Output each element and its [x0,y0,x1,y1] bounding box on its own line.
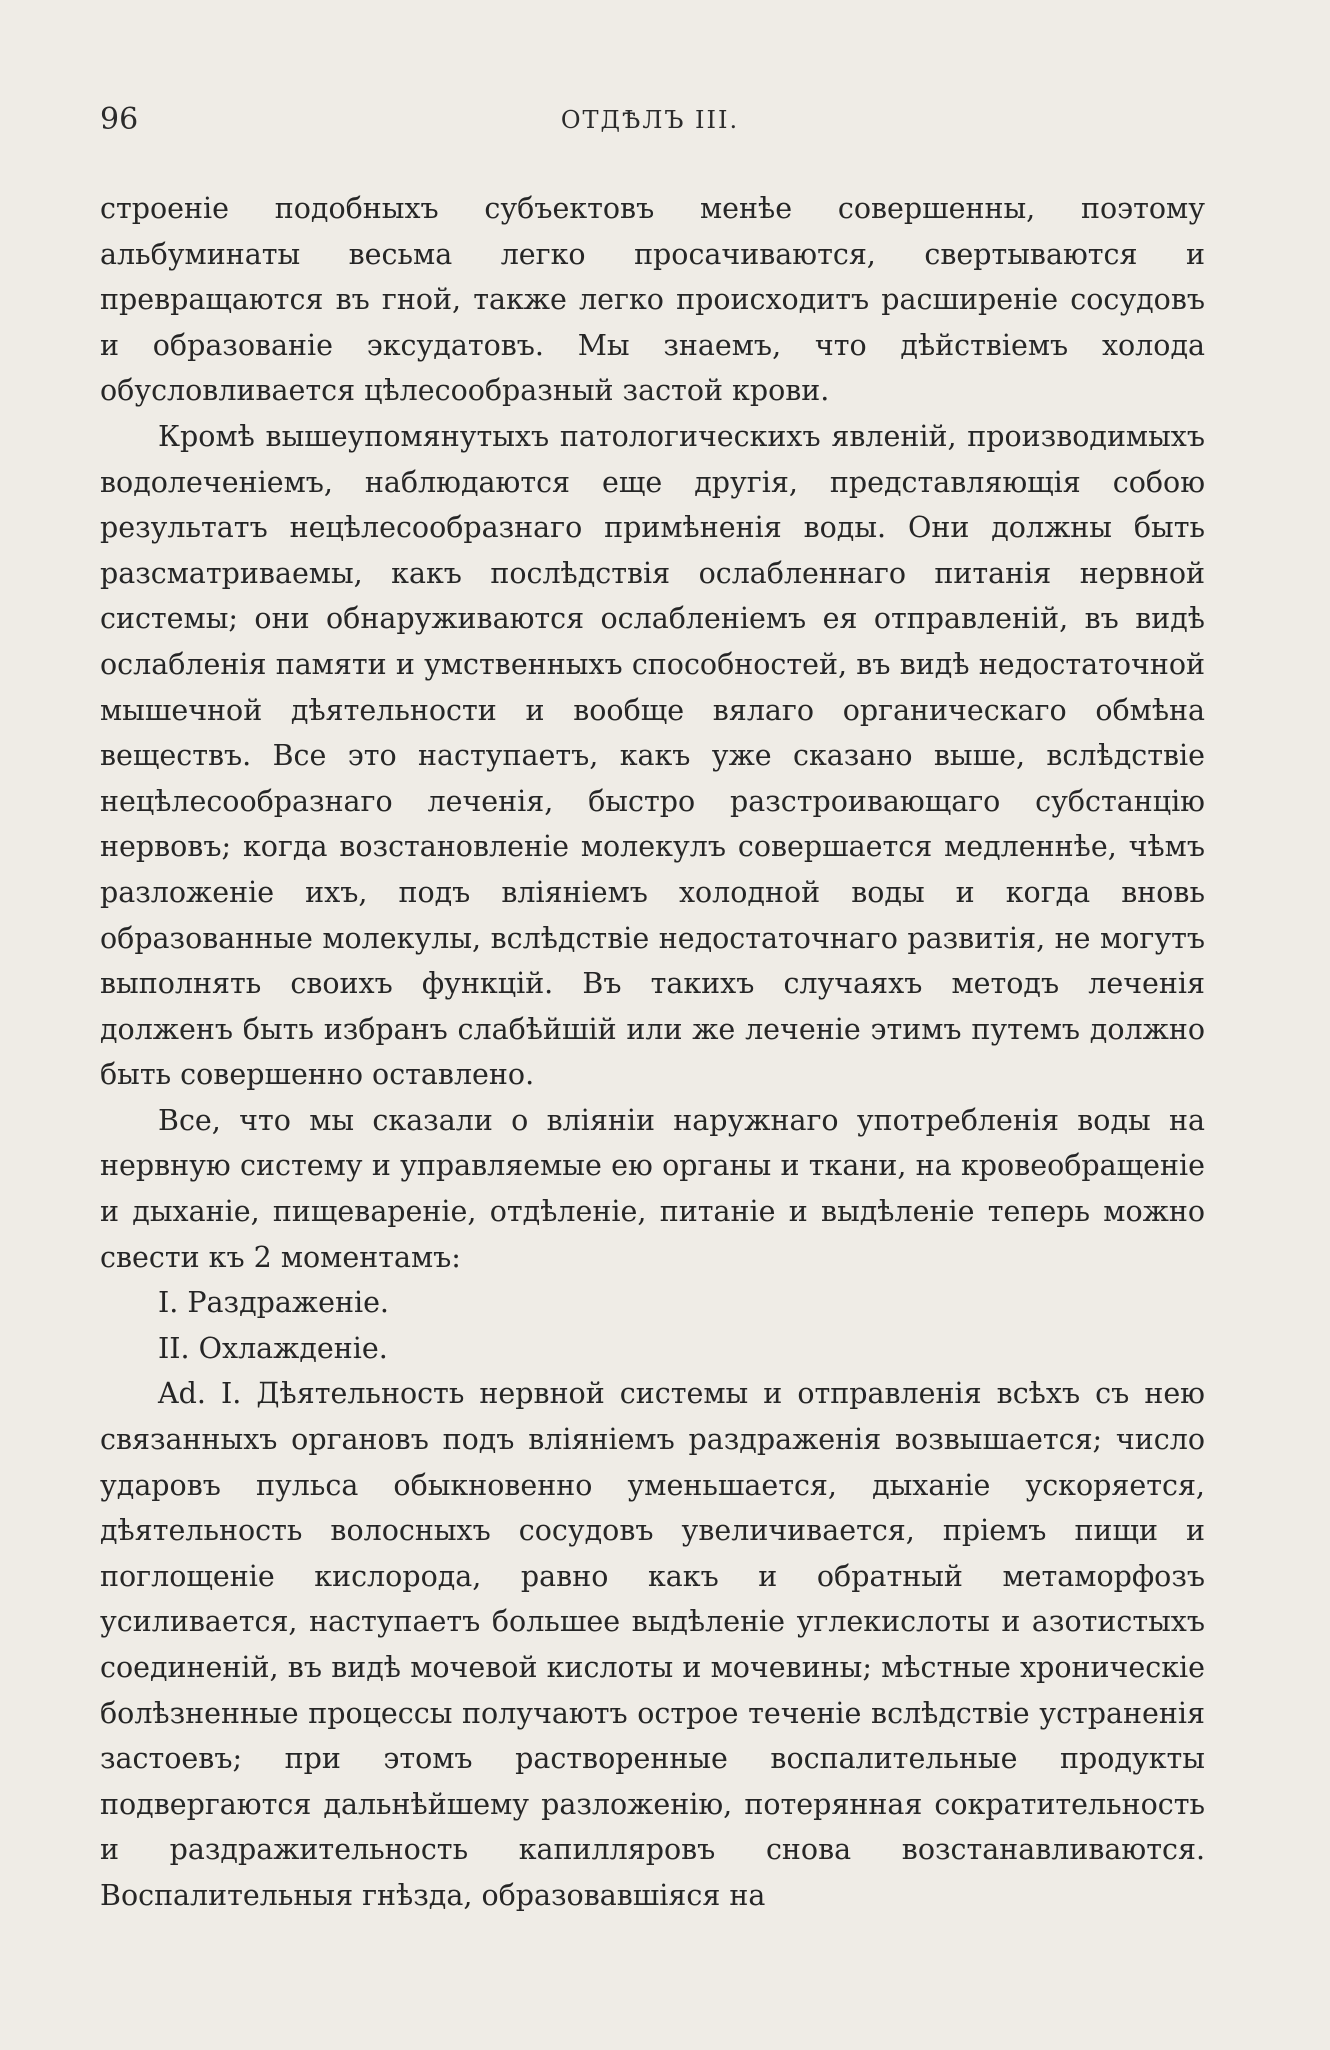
paragraph: Все, что мы сказали о вліяніи наружнаго употребленія воды на нервную систему и управляемые ею органы и ткани, на кровеобращеніе и дыханіе, пищевареніе, отдѣленіе, питаніе и выдѣленіе теперь можно свести къ 2 моментамъ: [100,1103,1205,1274]
paragraph-final: Ad. I. Дѣятельность нервной системы и отправленія всѣхъ съ нею связанныхъ органовъ подъ вліяніемъ раздраженія возвышается; число ударовъ пульса обыкновенно уменьшается, дыханіе ускоряется, дѣятельность волосныхъ сосудовъ увеличивается, пріемъ пищи и поглощеніе кислорода, равно какъ и обратный метаморфозъ усиливается, наступаетъ большее выдѣленіе углекислоты и азотистыхъ соединеній, въ видѣ мочевой кислоты и мочевины; мѣстные хроническіе болѣзненные процессы получаютъ острое теченіе вслѣдствіе устраненія застоевъ; при этомъ растворенные воспалительные продукты подвергаются дальнѣйшему разложенію, потерянная сократительность и раздражительность капилляровъ снова возстанавливаются. Воспалительныя гнѣзда, образовавшіяся на [100,1377,1205,1912]
page-number: 96 [100,102,139,137]
running-title: ОТДѢЛЪ III. [560,106,740,134]
list-item: II. Охлажденіе. [158,1331,388,1365]
body-text [100,186,1205,1919]
list-item: I. Раздраженіе. [158,1286,389,1320]
page-header [100,102,1200,142]
paragraph: Кромѣ вышеупомянутыхъ патологическихъ явленій, производимыхъ водолеченіемъ, наблюдаются еще другія, представляющія собою результатъ нецѣлесообразнаго примѣненія воды. Они должны быть разсматриваемы, какъ послѣдствія ослабленнаго питанія нервной системы; они обнаруживаются ослабленіемъ ея отправленій, въ видѣ ослабленія памяти и умственныхъ способностей, въ видѣ недостаточной мышечной дѣятельности и вообще вялаго органическаго обмѣна веществъ. Все это наступаетъ, какъ уже сказано выше, вслѣдствіе нецѣлесообразнаго леченія, быстро разстроивающаго субстанцію нервовъ; когда возстановленіе молекулъ совершается медленнѣе, чѣмъ разложеніе ихъ, подъ вліяніемъ холодной воды и когда вновь образованные молекулы, вслѣдствіе недостаточнаго развитія, не могутъ выполнять своихъ функцій. Въ такихъ случаяхъ методъ леченія долженъ быть избранъ слабѣйшій или же леченіе этимъ путемъ должно быть совершенно оставлено. [100,419,1205,1092]
paragraph-continued: строеніе подобныхъ субъектовъ менѣе совершенны, поэтому альбуминаты весьма легко просачиваются, свертываются и превращаются въ гной, также легко происходитъ расширеніе сосудовъ и образованіе эксудатовъ. Мы знаемъ, что дѣйствіемъ холода обусловливается цѣлесообразный застой крови. [100,192,1205,408]
